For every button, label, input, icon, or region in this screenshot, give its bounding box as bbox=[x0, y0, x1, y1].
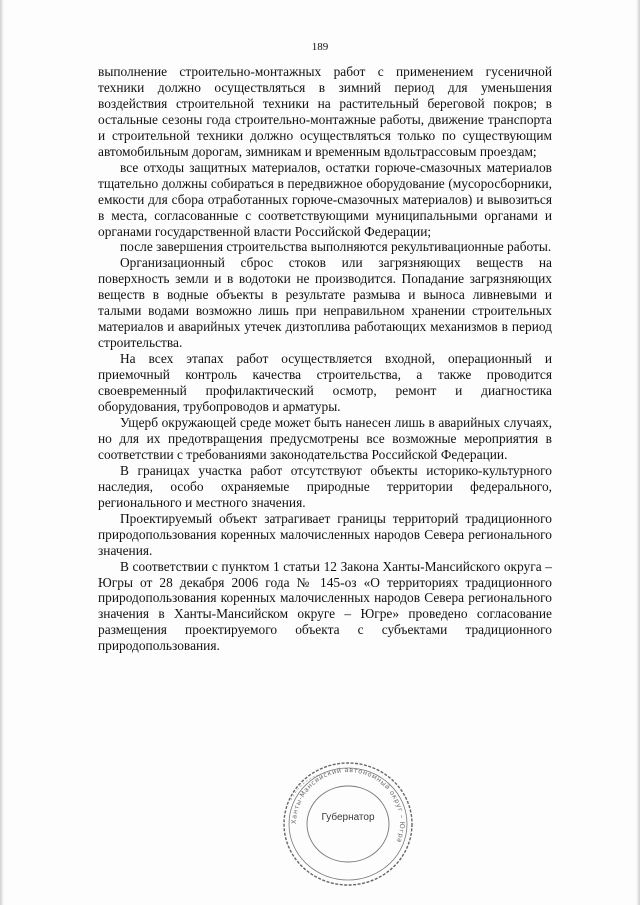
paragraph-traditional-territories: Проектируемый объект затрагивает границы территорий традиционного природопользования коренных малочисленных народов Севера регионального значения. bbox=[98, 510, 552, 558]
paragraph-waste-materials: все отходы защитных материалов, остатки горюче-смазочных материалов тщательно должны собираться в передвижное оборудование (мусоросборники, емкости для сбора отработанных горюче-смазочных материалов) и вывозиться в места, согласованные с соответствующими муниципальными органами и органами государственной власти Российской Федерации; bbox=[98, 159, 552, 239]
page-number: 189 bbox=[311, 41, 329, 53]
seal-ring-text: Ханты-Мансийский автономный округ – Югра bbox=[289, 765, 407, 845]
seal-label: Губернатор bbox=[321, 812, 375, 823]
document-body bbox=[98, 64, 552, 654]
paragraph-discharge: Организационный сброс стоков или загрязняющих веществ на поверхность земли и в водотоки не производится. Попадание загрязняющих веществ в водные объекты в результате размыва и выноса ливневыми и талыми водами возможно лишь при неправильном хранении строительных материалов и аварийных утечек дизтоплива работающих механизмов в период строительства. bbox=[98, 255, 552, 351]
paragraph-law-reference: В соответствии с пунктом 1 статьи 12 Закона Ханты-Мансийского округа – Югры от 28 декабря 2006 года № 145-оз «О территориях традиционного природопользования коренных малочисленных народов Севера регионального значения в Ханты-Мансийском округе – Югре» проведено согласование размещения проектируемого объекта с субъектами традиционного природопользования. bbox=[98, 558, 552, 654]
paragraph-cultural-heritage: В границах участка работ отсутствуют объекты историко-культурного наследия, особо охраняемые природные территории федерального, регионального и местного значения. bbox=[98, 462, 552, 510]
paragraph-construction-works: выполнение строительно-монтажных работ с применением гусеничной техники должно осуществляться в зимний период для уменьшения воздействия строительной техники на растительный береговой покров; в остальные сезоны года строительно-монтажные работы, движение транспорта и строительной техники должно осуществляться только по существующим автомобильным дорогам, зимникам и временным вдольтрассовым проездам; bbox=[98, 64, 552, 159]
paragraph-quality-control: На всех этапах работ осуществляется входной, операционный и приемочный контроль качества строительства, а также проводится своевременный профилактический осмотр, ремонт и диагностика оборудования, трубопроводов и арматуры. bbox=[98, 351, 552, 415]
seal-outer-ring bbox=[284, 763, 412, 885]
scan-edge-left bbox=[0, 0, 4, 905]
paragraph-recultivation: после завершения строительства выполняются рекультивационные работы. bbox=[120, 239, 552, 255]
seal-graphic bbox=[281, 760, 415, 888]
governor-seal bbox=[281, 760, 415, 888]
scan-edge-right bbox=[636, 0, 640, 905]
paragraph-environmental-damage: Ущерб окружающей среде может быть нанесен лишь в аварийных случаях, но для их предотвращения предусмотрены все возможные мероприятия в соответствии с требованиями законодательства Российской Федерации. bbox=[98, 414, 552, 462]
seal-inner-ring bbox=[307, 786, 389, 862]
